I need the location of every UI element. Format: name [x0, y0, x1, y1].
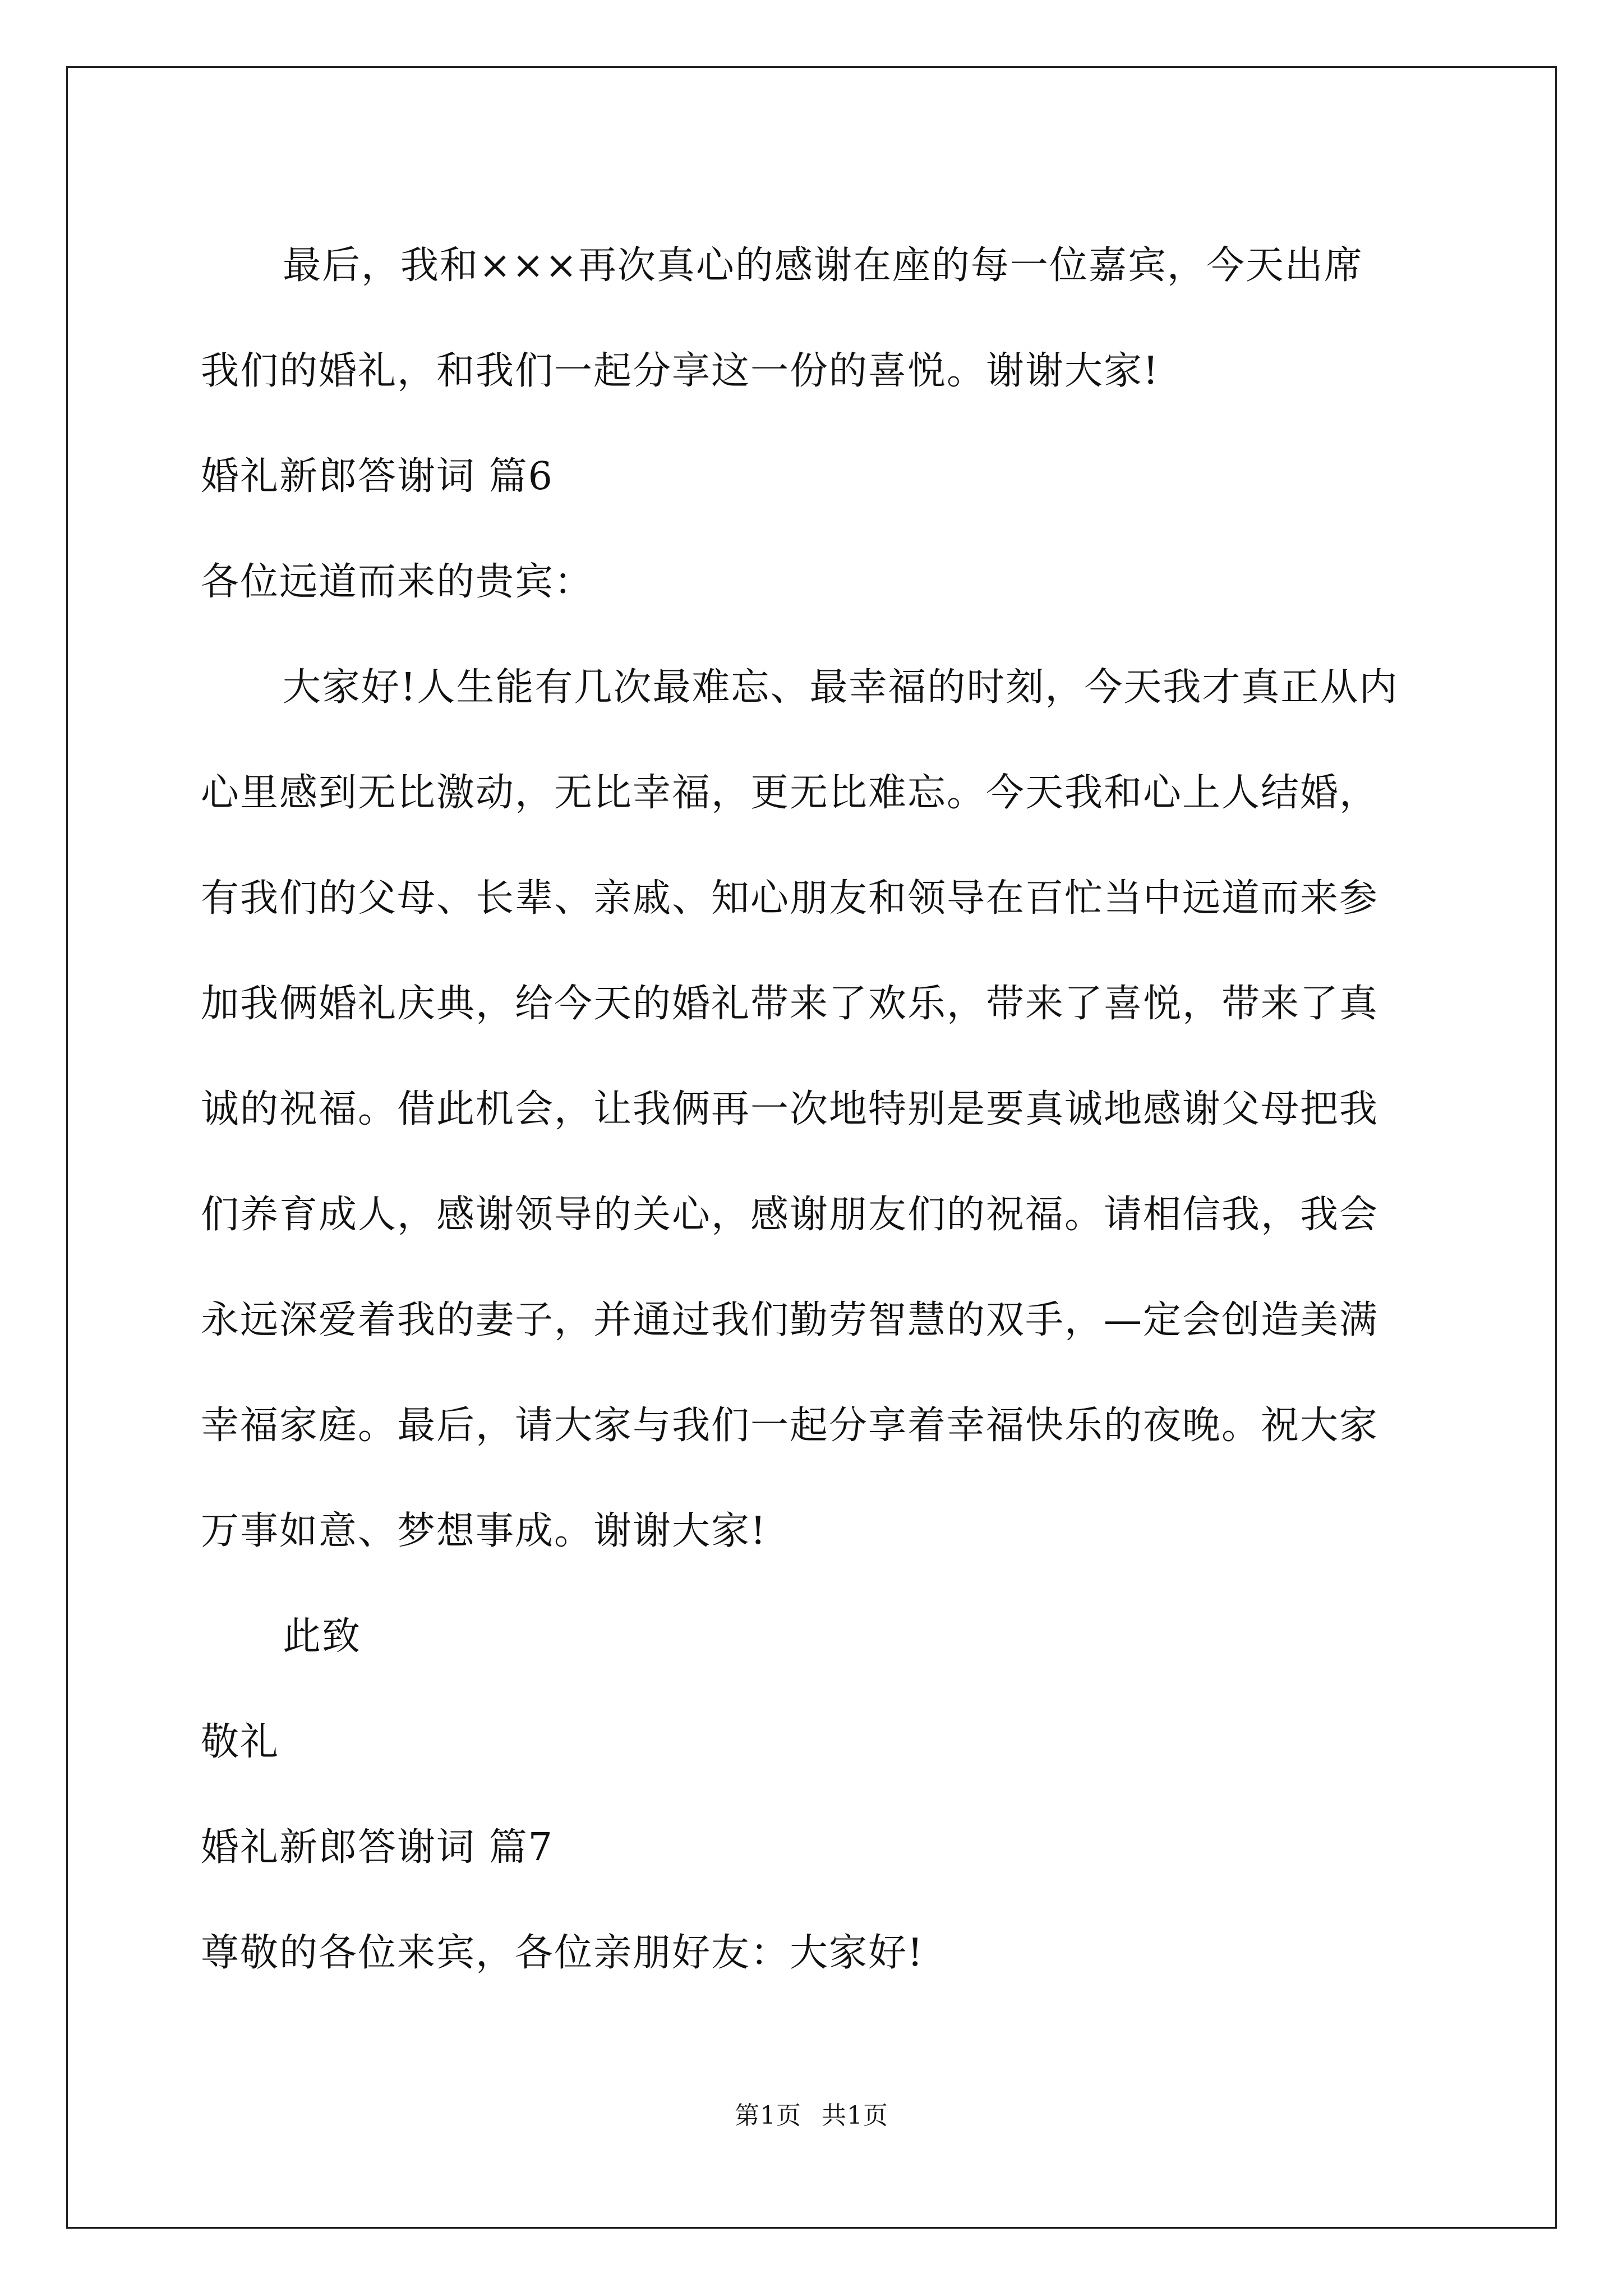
- section-heading: 婚礼新郎答谢词 篇7: [201, 1825, 554, 1870]
- salutation: 各位远道而来的贵宾：: [201, 560, 594, 604]
- page-number: 第1页: [735, 2101, 801, 2130]
- paragraph-line: 万事如意、梦想事成。谢谢大家!: [201, 1509, 767, 1553]
- paragraph-line: 永远深爱着我的妻子，并通过我们勤劳智慧的双手，—定会创造美满: [201, 1298, 1379, 1342]
- salutation: 尊敬的各位来宾，各位亲朋好友：大家好!: [201, 1931, 924, 1975]
- paragraph-line: 们养育成人，感谢领导的关心，感谢朋友们的祝福。请相信我，我会: [201, 1193, 1379, 1237]
- page-total: 共1页: [822, 2101, 888, 2130]
- paragraph-line: 有我们的父母、长辈、亲戚、知心朋友和领导在百忙当中远道而来参: [201, 876, 1379, 921]
- document-body: [201, 213, 1430, 2006]
- paragraph-line: 加我俩婚礼庆典，给今天的婚礼带来了欢乐，带来了喜悦，带来了真: [201, 982, 1379, 1026]
- section-heading: 婚礼新郎答谢词 篇6: [201, 454, 554, 499]
- closing-line: 此致: [283, 1614, 362, 1659]
- paragraph-line: 我们的婚礼，和我们一起分享这一份的喜悦。谢谢大家!: [201, 349, 1160, 393]
- page-footer: [0, 2095, 1623, 2131]
- paragraph-line: 幸福家庭。最后，请大家与我们一起分享着幸福快乐的夜晚。祝大家: [201, 1404, 1379, 1448]
- paragraph-line: 最后，我和×××再次真心的感谢在座的每一位嘉宾，今天出席: [283, 243, 1363, 288]
- closing-line: 敬礼: [201, 1720, 280, 1764]
- paragraph-line: 心里感到无比激动，无比幸福，更无比难忘。今天我和心上人结婚，: [201, 771, 1379, 815]
- paragraph-line: 大家好!人生能有几次最难忘、最幸福的时刻，今天我才真正从内: [283, 665, 1399, 710]
- paragraph-line: 诚的祝福。借此机会，让我俩再一次地特别是要真诚地感谢父母把我: [201, 1087, 1379, 1131]
